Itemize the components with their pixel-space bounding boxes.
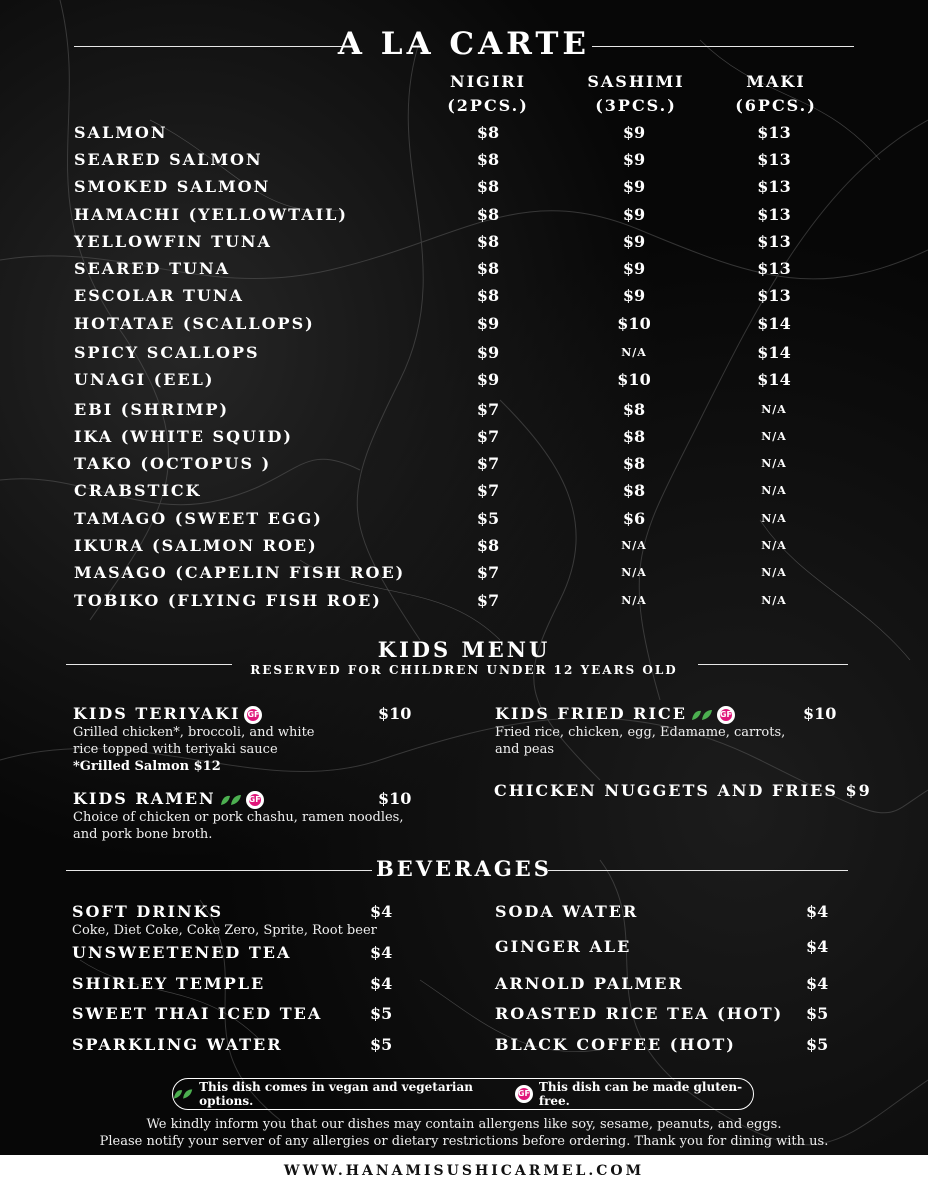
nigiri-price: $8 bbox=[476, 259, 500, 278]
sashimi-price: $10 bbox=[617, 370, 651, 389]
legend-gluten-free-text: This dish can be made gluten-free. bbox=[538, 1080, 743, 1108]
nigiri-price: $7 bbox=[476, 400, 500, 419]
menu-item-name: SEARED TUNA bbox=[74, 259, 230, 278]
beverage-name: GINGER ALE bbox=[495, 937, 632, 956]
sashimi-price: $9 bbox=[622, 150, 646, 169]
maki-price: $13 bbox=[757, 232, 791, 251]
menu-row bbox=[74, 368, 874, 392]
gluten-free-badge-icon: GF bbox=[246, 791, 264, 809]
allergy-notice-line: Please notify your server of any allergies or dietary restrictions before ordering. Thank you for dining with us. bbox=[99, 1134, 829, 1149]
section-title-a-la-carte: A LA CARTE bbox=[337, 26, 591, 62]
leaf-icon bbox=[691, 708, 713, 722]
menu-item-name: SPICY SCALLOPS bbox=[74, 343, 260, 362]
menu-item-name: SALMON bbox=[74, 123, 168, 142]
item-price: $10 bbox=[378, 704, 412, 723]
sashimi-price: N/A bbox=[621, 566, 647, 579]
beverage-name: SOFT DRINKS bbox=[72, 902, 224, 921]
sashimi-price: N/A bbox=[621, 539, 647, 552]
nigiri-price: $8 bbox=[476, 205, 500, 224]
menu-row bbox=[74, 507, 874, 531]
menu-row bbox=[74, 534, 874, 558]
maki-price: N/A bbox=[761, 430, 787, 443]
maki-price: N/A bbox=[761, 512, 787, 525]
nigiri-price: $9 bbox=[476, 314, 500, 333]
sashimi-price: $8 bbox=[622, 400, 646, 419]
section-title-kids-menu: KIDS MENU bbox=[377, 637, 551, 662]
item-name: KIDS FRIED RICE bbox=[495, 704, 687, 723]
beverage-price: $5 bbox=[370, 1004, 393, 1023]
kids-menu-subtitle: RESERVED FOR CHILDREN UNDER 12 YEARS OLD bbox=[250, 663, 678, 677]
maki-price: N/A bbox=[761, 457, 787, 470]
dietary-legend bbox=[172, 1078, 754, 1110]
beverage-name: ROASTED RICE TEA (HOT) bbox=[495, 1004, 784, 1023]
sashimi-price: $9 bbox=[622, 232, 646, 251]
menu-item-name: SMOKED SALMON bbox=[74, 177, 271, 196]
beverage-price: $5 bbox=[806, 1004, 829, 1023]
maki-price: $13 bbox=[757, 205, 791, 224]
beverage-name: SODA WATER bbox=[495, 902, 639, 921]
menu-item-kids-ramen bbox=[73, 789, 413, 843]
sashimi-price: $6 bbox=[622, 509, 646, 528]
maki-price: $13 bbox=[757, 259, 791, 278]
sashimi-price: $9 bbox=[622, 123, 646, 142]
column-header-nigiri bbox=[418, 70, 558, 118]
beverage-price: $4 bbox=[370, 902, 393, 921]
item-price: $10 bbox=[378, 789, 412, 808]
nigiri-price: $8 bbox=[476, 286, 500, 305]
column-header-sub: (2PCS.) bbox=[447, 96, 529, 115]
menu-row bbox=[74, 452, 874, 476]
beverage-name: SHIRLEY TEMPLE bbox=[72, 974, 266, 993]
menu-row bbox=[74, 121, 874, 145]
column-header-sashimi bbox=[566, 70, 706, 118]
sashimi-price: $8 bbox=[622, 454, 646, 473]
nigiri-price: $8 bbox=[476, 177, 500, 196]
menu-row bbox=[74, 479, 874, 503]
column-header-maki bbox=[706, 70, 846, 118]
item-description: and pork bone broth. bbox=[73, 827, 213, 842]
beverage-name: BLACK COFFEE (HOT) bbox=[495, 1035, 736, 1054]
nigiri-price: $7 bbox=[476, 454, 500, 473]
menu-item-name: TAKO (OCTOPUS ) bbox=[74, 454, 272, 473]
column-header-sub: (3PCS.) bbox=[595, 96, 677, 115]
menu-row bbox=[74, 284, 874, 308]
item-description: Choice of chicken or pork chashu, ramen noodles, bbox=[73, 810, 404, 825]
maki-price: N/A bbox=[761, 403, 787, 416]
sashimi-price: $8 bbox=[622, 481, 646, 500]
nigiri-price: $8 bbox=[476, 232, 500, 251]
beverage-price: $5 bbox=[370, 1035, 393, 1054]
sashimi-price: $8 bbox=[622, 427, 646, 446]
menu-item-name: HOTATAE (SCALLOPS) bbox=[74, 314, 315, 333]
nigiri-price: $5 bbox=[476, 509, 500, 528]
menu-item-name: IKURA (SALMON ROE) bbox=[74, 536, 318, 555]
menu-row bbox=[74, 341, 874, 365]
menu-item-name: IKA (WHITE SQUID) bbox=[74, 427, 293, 446]
item-description: and peas bbox=[495, 742, 555, 757]
maki-price: $14 bbox=[757, 343, 791, 362]
beverage-price: $4 bbox=[806, 902, 829, 921]
menu-row bbox=[74, 175, 874, 199]
column-header-label: NIGIRI bbox=[449, 72, 527, 91]
menu-row bbox=[74, 257, 874, 281]
menu-row bbox=[74, 561, 874, 585]
item-title-row bbox=[495, 704, 795, 724]
maki-price: N/A bbox=[761, 484, 787, 497]
item-price: $10 bbox=[803, 704, 837, 723]
section-title-beverages: BEVERAGES bbox=[376, 856, 552, 881]
menu-row bbox=[74, 589, 874, 613]
item-title-row bbox=[73, 789, 413, 809]
sashimi-price: N/A bbox=[621, 346, 647, 359]
beverage-price: $4 bbox=[806, 974, 829, 993]
menu-row bbox=[74, 148, 874, 172]
menu-item-name: EBI (SHRIMP) bbox=[74, 400, 230, 419]
sashimi-price: $9 bbox=[622, 259, 646, 278]
item-title-row bbox=[73, 704, 413, 724]
allergy-notice-line: We kindly inform you that our dishes may contain allergens like soy, sesame, peanuts, and eggs. bbox=[146, 1117, 782, 1132]
maki-price: $14 bbox=[757, 314, 791, 333]
maki-price: $13 bbox=[757, 150, 791, 169]
beverage-price: $4 bbox=[370, 974, 393, 993]
menu-row bbox=[74, 398, 874, 422]
nigiri-price: $8 bbox=[476, 150, 500, 169]
menu-row bbox=[74, 312, 874, 336]
menu-item-kids-teriyaki bbox=[73, 704, 413, 775]
legend-vegan-text: This dish comes in vegan and vegetarian options. bbox=[199, 1080, 473, 1108]
beverage-name: SPARKLING WATER bbox=[72, 1035, 283, 1054]
beverage-name: UNSWEETENED TEA bbox=[72, 943, 292, 962]
menu-item-chicken-nuggets: CHICKEN NUGGETS AND FRIES $9 bbox=[494, 781, 872, 800]
nigiri-price: $7 bbox=[476, 591, 500, 610]
leaf-icon bbox=[173, 1087, 193, 1101]
maki-price: $13 bbox=[757, 123, 791, 142]
menu-item-name: ESCOLAR TUNA bbox=[74, 286, 244, 305]
gluten-free-badge-icon: GF bbox=[244, 706, 262, 724]
column-header-label: MAKI bbox=[746, 72, 806, 91]
nigiri-price: $7 bbox=[476, 481, 500, 500]
maki-price: N/A bbox=[761, 566, 787, 579]
menu-item-name: YELLOWFIN TUNA bbox=[74, 232, 272, 251]
menu-item-kids-fried-rice bbox=[495, 704, 795, 758]
nigiri-price: $9 bbox=[476, 370, 500, 389]
nigiri-price: $7 bbox=[476, 427, 500, 446]
maki-price: N/A bbox=[761, 539, 787, 552]
item-description: Fried rice, chicken, egg, Edamame, carrots, bbox=[495, 725, 786, 740]
sashimi-price: $9 bbox=[622, 286, 646, 305]
maki-price: $13 bbox=[757, 177, 791, 196]
menu-row bbox=[74, 203, 874, 227]
sashimi-price: $9 bbox=[622, 177, 646, 196]
beverage-name: ARNOLD PALMER bbox=[495, 974, 684, 993]
sashimi-price: N/A bbox=[621, 594, 647, 607]
column-header-sub: (6PCS.) bbox=[735, 96, 817, 115]
menu-row bbox=[74, 425, 874, 449]
item-description: rice topped with teriyaki sauce bbox=[73, 742, 278, 757]
nigiri-price: $8 bbox=[476, 123, 500, 142]
maki-price: N/A bbox=[761, 594, 787, 607]
menu-item-name: TOBIKO (FLYING FISH ROE) bbox=[74, 591, 382, 610]
menu-row bbox=[74, 230, 874, 254]
beverage-price: $4 bbox=[806, 937, 829, 956]
sashimi-price: $10 bbox=[617, 314, 651, 333]
gluten-free-badge-icon: GF bbox=[515, 1085, 533, 1103]
menu-item-name: MASAGO (CAPELIN FISH ROE) bbox=[74, 563, 406, 582]
allergy-notice bbox=[0, 1116, 928, 1150]
menu-item-name: HAMACHI (YELLOWTAIL) bbox=[74, 205, 348, 224]
maki-price: $14 bbox=[757, 370, 791, 389]
nigiri-price: $7 bbox=[476, 563, 500, 582]
item-name: KIDS RAMEN bbox=[73, 789, 216, 808]
beverage-price: $5 bbox=[806, 1035, 829, 1054]
sashimi-price: $9 bbox=[622, 205, 646, 224]
beverage-price: $4 bbox=[370, 943, 393, 962]
menu-item-name: TAMAGO (SWEET EGG) bbox=[74, 509, 323, 528]
nigiri-price: $9 bbox=[476, 343, 500, 362]
website-url[interactable]: WWW.HANAMISUSHICARMEL.COM bbox=[283, 1163, 645, 1179]
item-name: KIDS TERIYAKI bbox=[73, 704, 241, 723]
nigiri-price: $8 bbox=[476, 536, 500, 555]
menu-item-name: CRABSTICK bbox=[74, 481, 202, 500]
menu-item-name: SEARED SALMON bbox=[74, 150, 263, 169]
soft-drinks-options: Coke, Diet Coke, Coke Zero, Sprite, Root beer bbox=[72, 923, 377, 938]
menu-item-name: UNAGI (EEL) bbox=[74, 370, 215, 389]
leaf-icon bbox=[220, 793, 242, 807]
maki-price: $13 bbox=[757, 286, 791, 305]
gluten-free-badge-icon: GF bbox=[717, 706, 735, 724]
beverage-name: SWEET THAI ICED TEA bbox=[72, 1004, 323, 1023]
item-note: *Grilled Salmon $12 bbox=[73, 759, 221, 774]
column-header-label: SASHIMI bbox=[587, 72, 685, 91]
item-description: Grilled chicken*, broccoli, and white bbox=[73, 725, 315, 740]
